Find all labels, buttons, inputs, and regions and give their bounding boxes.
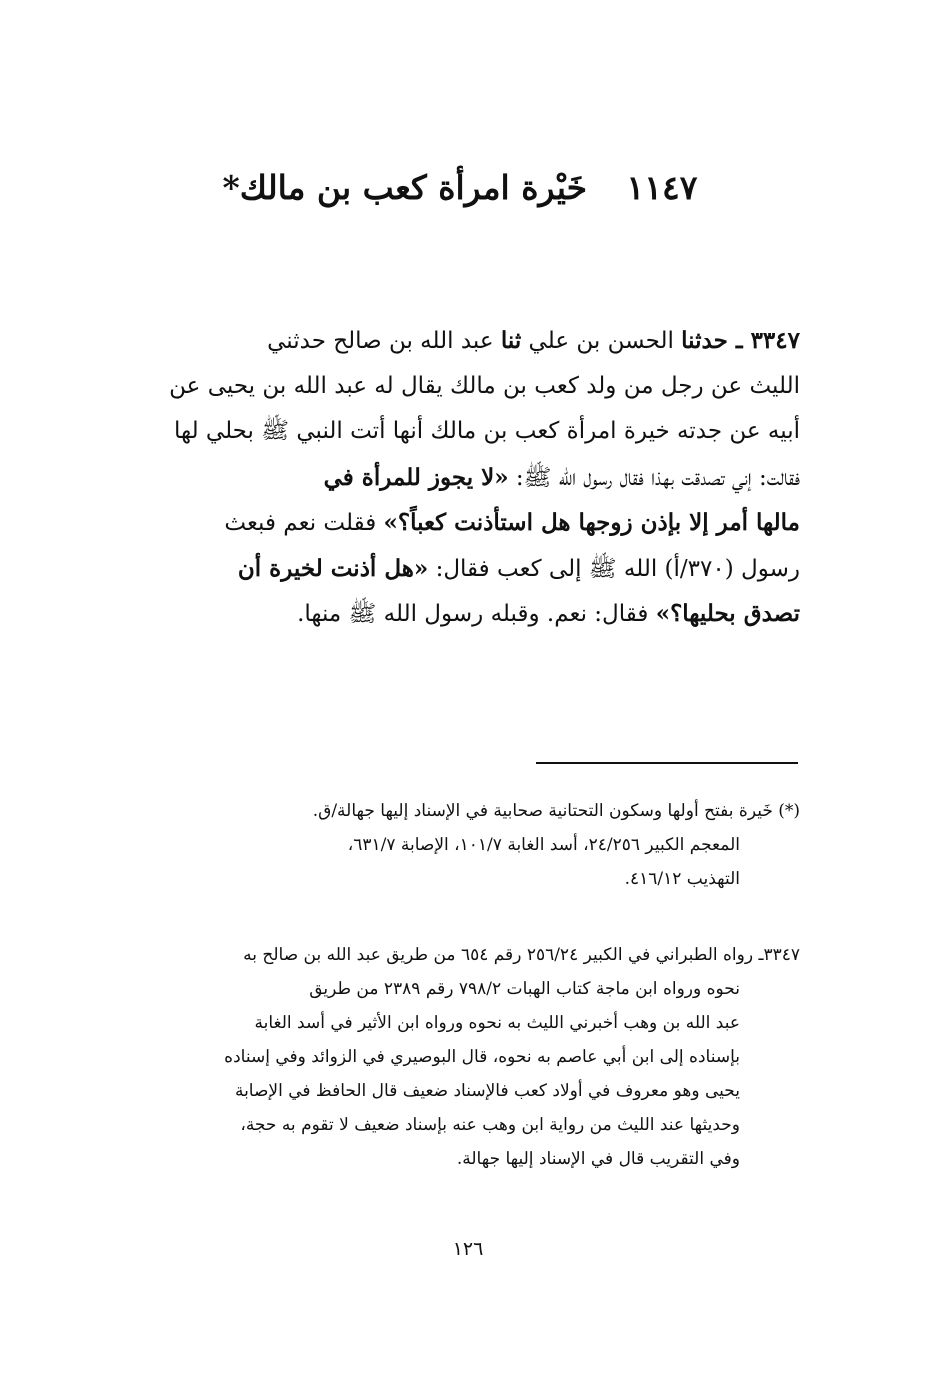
hadith-line [118, 455, 800, 501]
hadith-text-part: فقالت: إني تصدقت بهذا فقال رسول الله ﷺ: [508, 464, 800, 491]
footnote-line: وحديثها عند الليث من رواية ابن وهب عنه بإسناد ضعيف لا تقوم به حجة، [240, 1115, 740, 1135]
page-number: ١٢٦ [452, 1238, 484, 1260]
hadith-line [118, 364, 800, 410]
footnote-3347 [118, 938, 800, 1176]
hadith-bold-text: «هل أذنت لخيرة أن [237, 554, 429, 582]
footnote-line: بإسناده إلى ابن أبي عاصم به نحوه، قال البوصيري في الزوائد وفي إسناده [224, 1047, 740, 1067]
footnote-line: يحيى وهو معروف في أولاد كعب فالإسناد ضعيف قال الحافظ في الإصابة [234, 1081, 740, 1101]
footnote-line: (*) خَيرة بفتح أولها وسكون التحتانية صحابية في الإسناد إليها جهالة/ق. [312, 801, 800, 821]
hadith-line [118, 318, 800, 364]
footnote-separator [536, 762, 798, 764]
footnote-line: المعجم الكبير ٢٤/٢٥٦، أسد الغابة ١٠١/٧، الإصابة ٦٣١/٧، [347, 835, 740, 855]
hadith-text-part: الليث عن رجل من ولد كعب بن مالك يقال له عبد الله بن يحيى عن [169, 372, 800, 399]
hadith-text-part: عبد الله بن صالح حدثني [267, 328, 501, 354]
footnote-line: نحوه ورواه ابن ماجة كتاب الهبات ٧٩٨/٢ رقم ٢٣٨٩ من طريق [309, 979, 740, 999]
hadith-text-part: رسول (٣٧٠/أ) الله ﷺ إلى كعب فقال: [428, 555, 800, 582]
hadith-text [118, 318, 800, 637]
hadith-bold-text: «لا يجوز للمرأة في [323, 463, 509, 491]
entry-number: ١١٤٧ [626, 168, 698, 207]
hadith-line [118, 591, 800, 637]
hadith-bold-text: تصدق بحليها؟» [655, 600, 800, 627]
hadith-text-part: أبيه عن جدته خيرة امرأة كعب بن مالك أنها أتت النبي ﷺ بحلي لها [173, 418, 800, 444]
footnote-line: التهذيب ٤١٦/١٢. [624, 869, 740, 889]
footnote-star [118, 794, 800, 896]
footnote-line: عبد الله بن وهب أخبرني الليث به نحوه ورواه ابن الأثير في أسد الغابة [254, 1013, 740, 1033]
footnote-line: ٣٣٤٧ـ رواه الطبراني في الكبير ٢٥٦/٢٤ رقم ٦٥٤ من طريق عبد الله بن صالح به [243, 945, 800, 965]
hadith-bold-text: مالها أمر إلا بإذن زوجها هل استأذنت كعباً؟» [383, 509, 800, 536]
hadith-text-part: الحسن بن علي [521, 328, 682, 354]
hadith-text-part: فقال: نعم. وقبله رسول الله ﷺ منها. [297, 601, 656, 627]
hadith-text-part: فقلت نعم فبعث [224, 510, 384, 536]
footnote-line: وفي التقريب قال في الإسناد إليها جهالة. [456, 1149, 740, 1169]
entry-title [120, 158, 800, 218]
hadith-bold-text: ثنا [500, 327, 522, 354]
entry-name: خَيْرة امرأة كعب بن مالك* [222, 168, 588, 207]
hadith-line [118, 546, 800, 592]
hadith-bold-text: ٣٣٤٧ ـ حدثنا [681, 327, 800, 354]
hadith-line [118, 409, 800, 455]
hadith-line [118, 500, 800, 546]
